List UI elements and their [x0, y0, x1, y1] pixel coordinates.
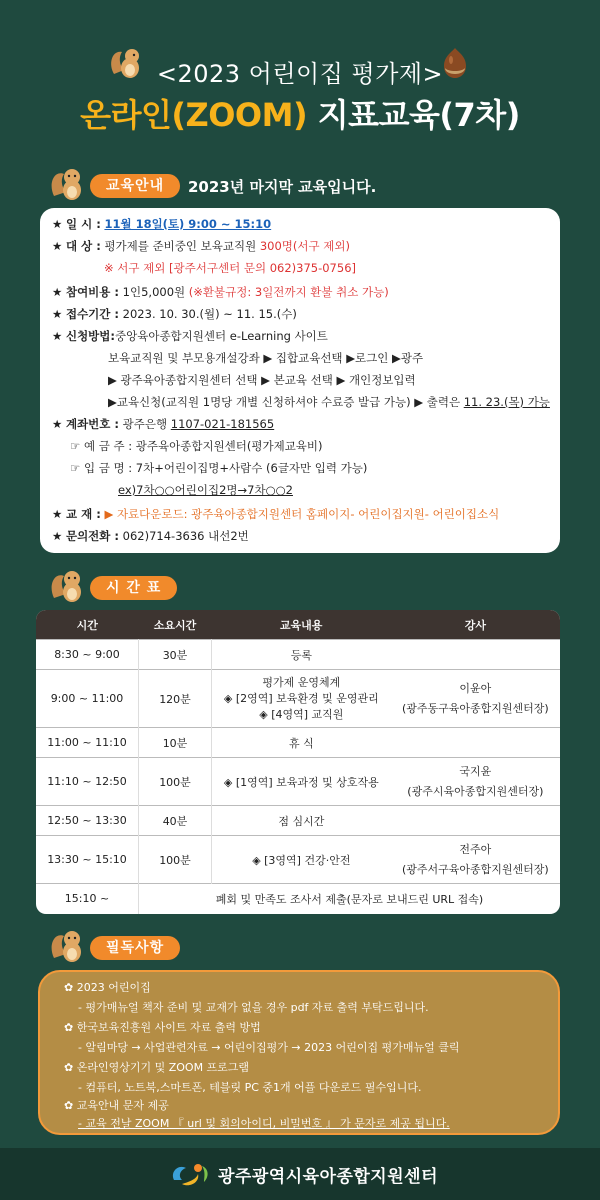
row-time: 8:30 ~ 9:00	[36, 640, 139, 670]
note-detail: - 컴퓨터, 노트북,스마트폰, 테블릿 PC 중1개 어플 다운로드 필수입니다.	[78, 1081, 422, 1094]
table-row	[36, 640, 560, 670]
info-apply: ★ 신청방법:중앙육아종합지원센터 e-Learning 사이트	[52, 329, 328, 343]
row-instructor	[391, 640, 560, 670]
row-duration: 120분	[139, 670, 212, 728]
note-item: ✿ 온라인영상기기 및 ZOOM 프로그램	[64, 1061, 250, 1074]
timetable-header	[36, 610, 560, 640]
row-time: 11:10 ~ 12:50	[36, 758, 139, 806]
table-row	[36, 806, 560, 836]
info-fee: ★ 참여비용 : 1인5,000원 (※환불규정: 3일전까지 환불 취소 가능)	[52, 285, 389, 299]
info-target: ★ 대 상 : 평가제를 준비중인 보육교직원 300명(서구 제외)	[52, 239, 350, 253]
row-duration: 40분	[139, 806, 212, 836]
row-content: 등록	[212, 640, 391, 670]
row-instructor	[391, 728, 560, 758]
row-time: 13:30 ~ 15:10	[36, 836, 139, 884]
row-content: 점 심시간	[212, 806, 391, 836]
note-detail: - 교육 전날 ZOOM 『 url 및 회의아이디, 비밀번호 』 가 문자로 제공 됩니다.	[78, 1117, 450, 1130]
row-content: ◈ [1영역] 보육과정 및 상호작용	[212, 758, 391, 806]
table-row	[36, 836, 560, 884]
row-duration: 100분	[139, 836, 212, 884]
event-title: <2023 어린이집 평가제>	[156, 60, 444, 88]
info-account: ★ 계좌번호 : 광주은행 1107-021-181565	[52, 417, 275, 431]
col-header: 교육내용	[212, 610, 391, 640]
squirrel-icon	[50, 926, 86, 964]
row-content: 휴 식	[212, 728, 391, 758]
row-time: 11:00 ~ 11:10	[36, 728, 139, 758]
footer	[0, 1148, 600, 1200]
info-example: ex)7차○○어린이집2명→7차○○2	[118, 483, 293, 497]
row-content: 폐회 및 만족도 조사서 제출(문자로 보내드린 URL 접속)	[139, 884, 561, 914]
info-target-note: ※ 서구 제외 [광주서구센터 문의 062)375-0756]	[104, 261, 356, 275]
info-material: ★ 교 재 : ▶ 자료다운로드: 광주육아종합지원센터 홈페이지- 어린이집지원- 어린이집소식	[52, 507, 500, 521]
col-header: 소요시간	[139, 610, 212, 640]
org-logo-icon	[168, 1158, 212, 1190]
info-holder: ☞ 예 금 주 : 광주육아종합지원센터(평가제교육비)	[70, 439, 323, 453]
row-instructor: 국지윤 (광주시육아종합지원센터장)	[391, 758, 560, 806]
main-title-yellow: 온라인(ZOOM)	[80, 96, 308, 134]
info-apply-step2: ▶ 광주육아종합지원센터 선택 ▶ 본교육 선택 ▶ 개인정보입력	[108, 373, 416, 387]
info-period: ★ 접수기간 : 2023. 10. 30.(월) ~ 11. 15.(수)	[52, 307, 297, 321]
col-header: 강사	[391, 610, 560, 640]
note-detail: - 알림마당 → 사업관련자료 → 어린이집평가 → 2023 어린이집 평가매뉴얼 클릭	[78, 1041, 460, 1054]
info-box	[40, 208, 560, 553]
note-item: ✿ 2023 어린이집	[64, 981, 151, 994]
section-notes-label: 필독사항	[90, 936, 180, 960]
row-content: ◈ [3영역] 건강·안전	[212, 836, 391, 884]
col-header: 시간	[36, 610, 139, 640]
table-row	[36, 884, 560, 914]
timetable	[36, 610, 560, 914]
notes-box	[38, 970, 560, 1135]
squirrel-icon	[50, 566, 86, 604]
row-time: 9:00 ~ 11:00	[36, 670, 139, 728]
org-name: 광주광역시육아종합지원센터	[218, 1167, 438, 1187]
info-date: ★ 일 시 : 11월 18일(토) 9:00 ~ 15:10	[52, 217, 272, 231]
table-row	[36, 728, 560, 758]
row-duration: 30분	[139, 640, 212, 670]
note-detail: - 평가매뉴얼 책자 준비 및 교재가 없을 경우 pdf 자료 출력 부탁드립니다.	[78, 1001, 429, 1014]
note-item: ✿ 한국보육진흥원 사이트 자료 출력 방법	[64, 1021, 261, 1034]
row-instructor	[391, 806, 560, 836]
row-content: 평가제 운영체계 ◈ [2영역] 보육환경 및 운영관리 ◈ [4영역] 교직원	[212, 670, 391, 728]
row-instructor: 이윤아 (광주동구육아종합지원센터장)	[391, 670, 560, 728]
info-note: 2023년 마지막 교육입니다.	[188, 178, 377, 196]
main-title-white: 지표교육(7차)	[317, 96, 520, 134]
row-duration: 10분	[139, 728, 212, 758]
section-info-label: 교육안내	[90, 174, 180, 198]
row-duration: 100분	[139, 758, 212, 806]
section-time-label: 시 간 표	[90, 576, 177, 600]
note-item: ✿ 교육안내 문자 제공	[64, 1099, 169, 1112]
info-depositor: ☞ 입 금 명 : 7차+어린이집명+사람수 (6글자만 입력 가능)	[70, 461, 368, 475]
info-apply-step1: 보육교직원 및 부모용개설강좌 ▶ 집합교육선택 ▶로그인 ▶광주	[108, 351, 424, 365]
info-apply-step3: ▶교육신청(교직원 1명당 개별 신청하셔야 수료증 발급 가능) ▶ 출력은 11. 23.(목) 가능	[108, 395, 550, 409]
table-row	[36, 758, 560, 806]
row-time: 15:10 ~	[36, 884, 139, 914]
row-instructor: 전주아 (광주서구육아종합지원센터장)	[391, 836, 560, 884]
info-contact: ★ 문의전화 : 062)714-3636 내선2번	[52, 529, 249, 543]
row-time: 12:50 ~ 13:30	[36, 806, 139, 836]
squirrel-icon	[50, 164, 86, 202]
event-main-title	[0, 90, 600, 136]
table-row	[36, 670, 560, 728]
